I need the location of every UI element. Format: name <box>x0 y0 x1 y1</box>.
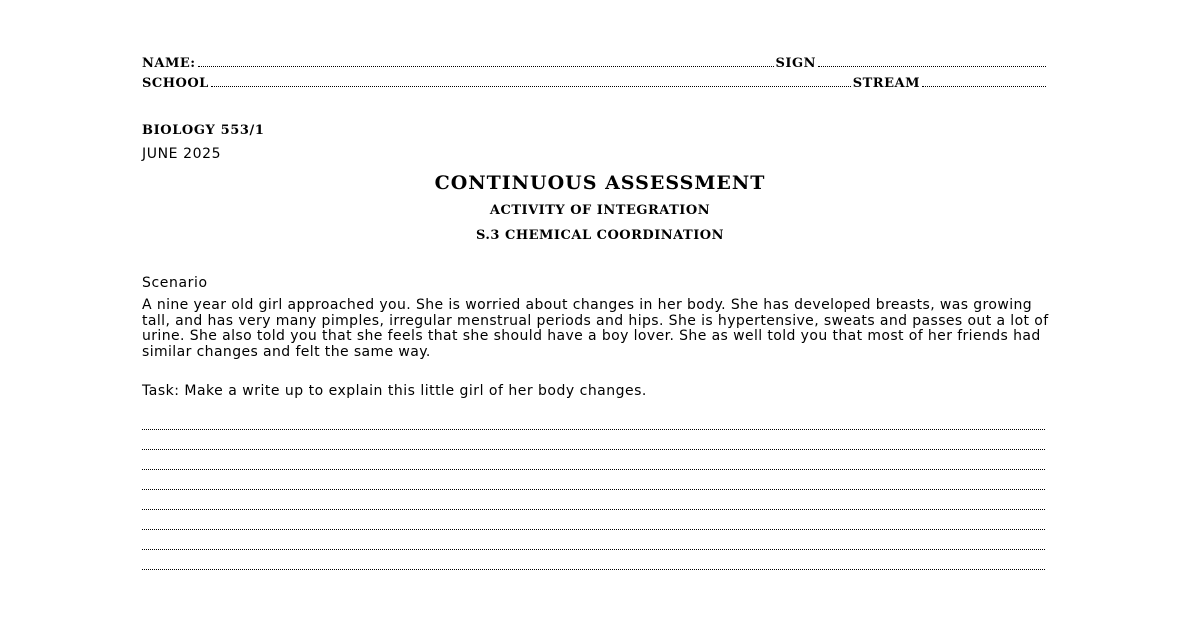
name-label: NAME: <box>142 56 196 71</box>
school-stream-row <box>142 76 1048 91</box>
answer-line[interactable] <box>142 490 1045 510</box>
answer-line[interactable] <box>142 470 1045 490</box>
answer-line[interactable] <box>142 410 1045 430</box>
answer-line[interactable] <box>142 550 1045 570</box>
name-sign-row <box>142 56 1048 71</box>
scenario-heading: Scenario <box>142 275 208 291</box>
activity-subtitle: ACTIVITY OF INTEGRATION <box>489 203 711 218</box>
stream-label: STREAM <box>852 76 920 91</box>
school-label: SCHOOL <box>142 76 209 91</box>
answer-area[interactable] <box>142 410 1045 570</box>
exam-date: JUNE 2025 <box>142 146 222 162</box>
page-title: CONTINUOUS ASSESSMENT <box>434 172 766 194</box>
answer-line[interactable] <box>142 510 1045 530</box>
answer-line[interactable] <box>142 430 1045 450</box>
sign-field[interactable] <box>818 56 1046 67</box>
answer-line[interactable] <box>142 530 1045 550</box>
topic-subtitle: S.3 CHEMICAL COORDINATION <box>475 228 724 243</box>
task-instruction: Task: Make a write up to explain this little girl of her body changes. <box>142 383 647 399</box>
answer-line[interactable] <box>142 450 1045 470</box>
stream-field[interactable] <box>922 76 1046 87</box>
subject-code: BIOLOGY 553/1 <box>142 123 265 138</box>
school-field[interactable] <box>211 76 851 87</box>
sign-label: SIGN <box>775 56 816 71</box>
name-field[interactable] <box>198 56 774 67</box>
scenario-paragraph: A nine year old girl approached you. She is worried about changes in her body. She has developed breasts, was growing tall, and has very many pimples, irregular menstrual periods and hips. She is hypertensive, sweats and passes out a lot of urine. She also told you that she feels that she should have a boy lover. She as well told you that most of her friends had similar changes and felt the same way. <box>142 297 1049 360</box>
